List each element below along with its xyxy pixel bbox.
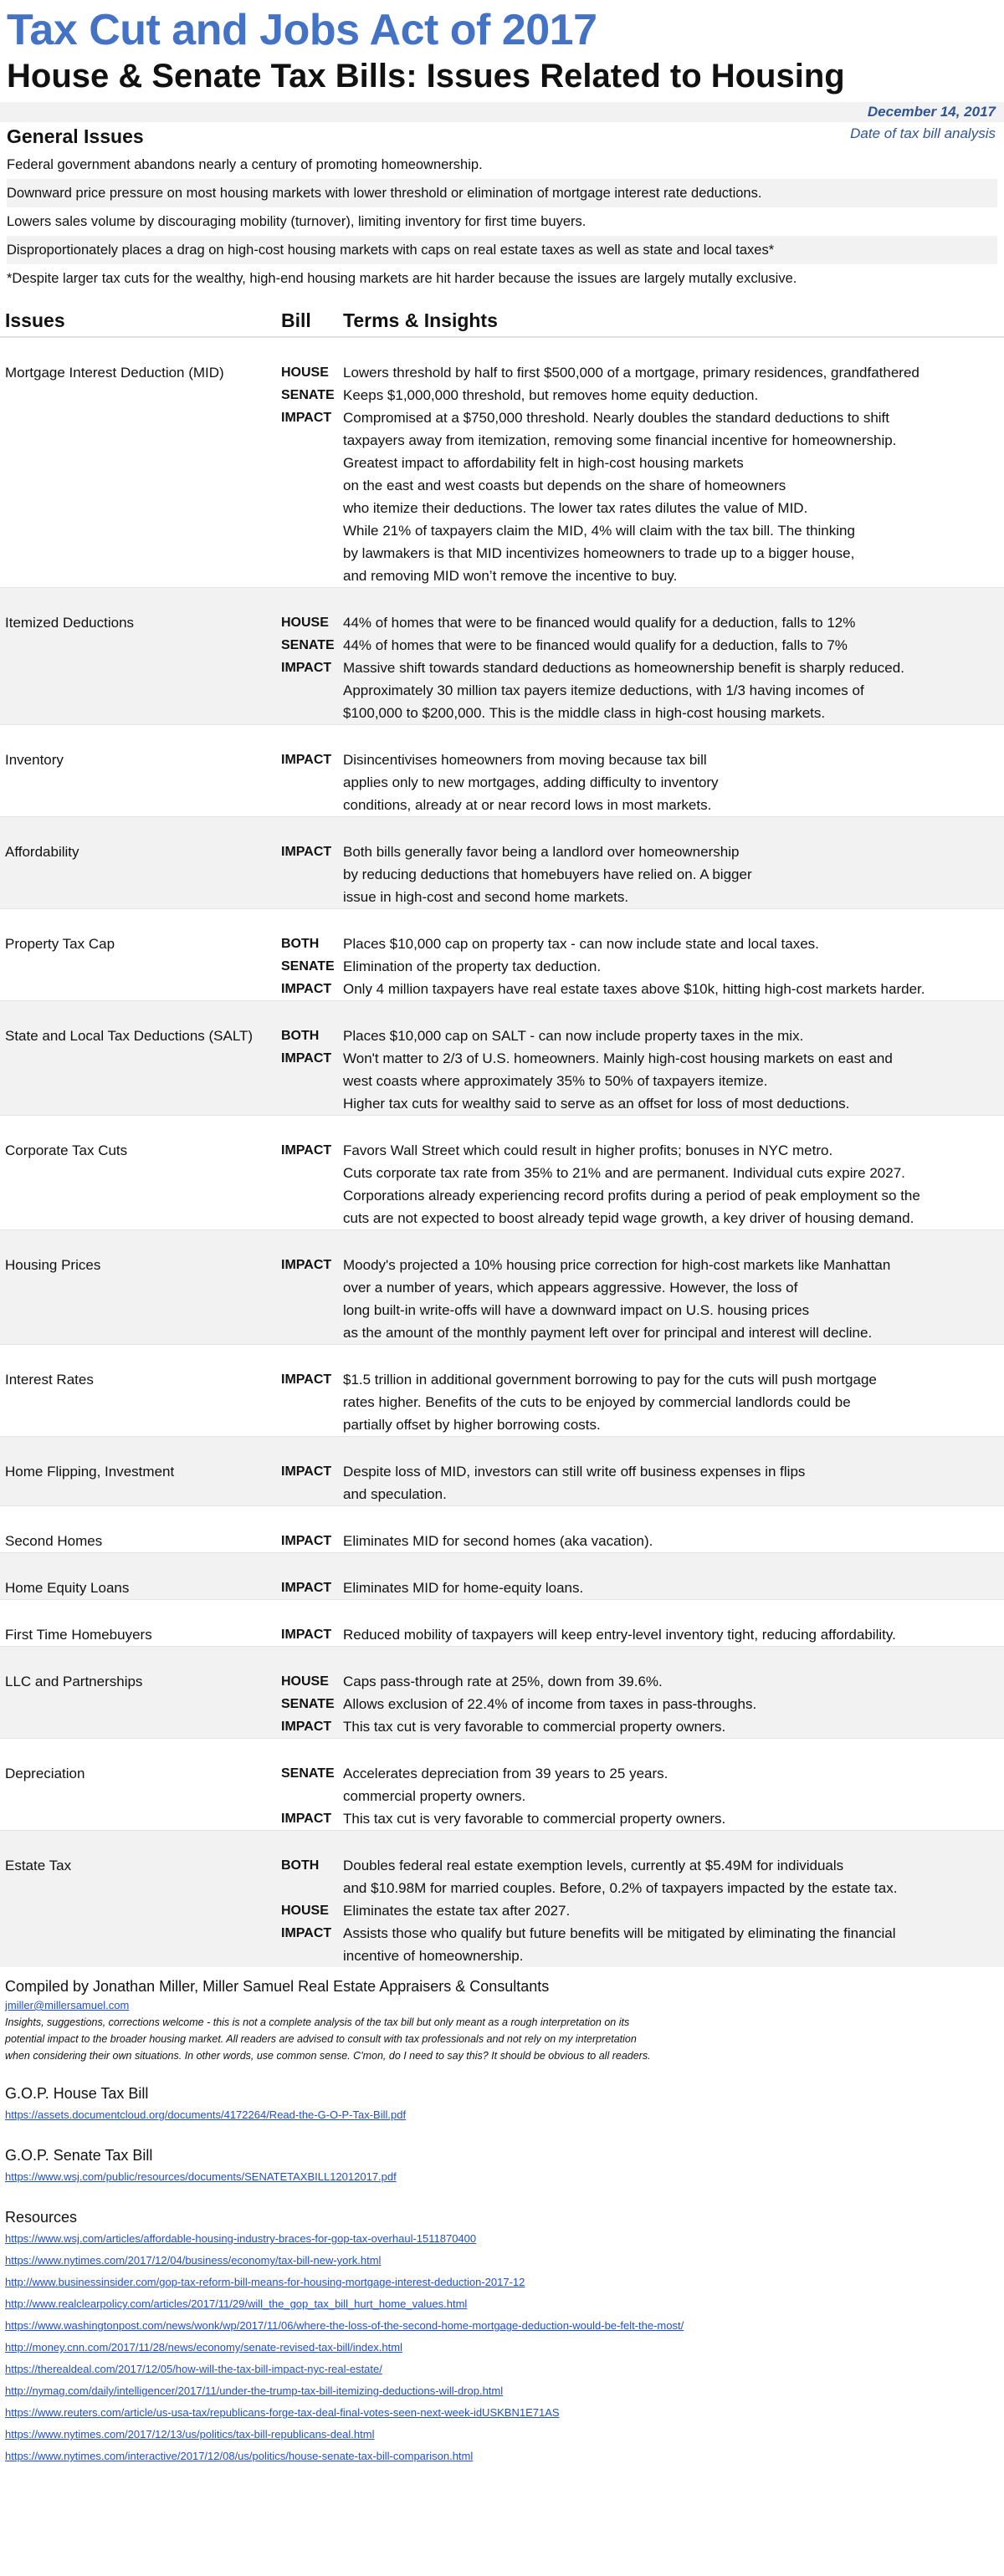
issue-row (0, 1577, 1004, 1599)
issue-row (0, 1715, 1004, 1738)
issue-name (0, 1413, 281, 1436)
bill-label (281, 771, 343, 794)
issue-name (0, 1184, 281, 1207)
terms-text: conditions, already at or near record lows in most markets. (343, 797, 712, 813)
issue-spacer (0, 338, 1004, 361)
issue-name: First Time Homebuyers (5, 1627, 152, 1643)
issue-block (0, 816, 1004, 908)
issue-row (0, 497, 1004, 519)
issue-spacer (0, 1230, 1004, 1254)
terms-text: Won't matter to 2/3 of U.S. homeowners. Mainly high-cost housing markets on east and (343, 1050, 893, 1066)
terms-text: Both bills generally favor being a landlord over homeownership (343, 844, 740, 860)
senate-bill-title: G.O.P. Senate Tax Bill (5, 2147, 153, 2164)
terms-text: and removing MID won’t remove the incentive to buy. (343, 568, 678, 584)
issue-name (0, 452, 281, 474)
column-bill: Bill (281, 309, 311, 331)
terms-text: Elimination of the property tax deduction. (343, 958, 602, 974)
issue-name (0, 771, 281, 794)
issue-name (0, 1047, 281, 1070)
general-issue-line: Disproportionately places a drag on high-cost housing markets with caps on real estate taxes as well as state and local taxes* (7, 236, 997, 264)
issue-name (0, 679, 281, 702)
issue-row (0, 1162, 1004, 1184)
issue-name (0, 702, 281, 724)
issue-spacer (0, 1739, 1004, 1762)
bill-label (281, 1276, 343, 1299)
issue-name (0, 1807, 281, 1830)
issue-name (0, 886, 281, 908)
bill-label (281, 474, 343, 497)
issue-spacer (0, 1831, 1004, 1854)
issue-block (0, 1436, 1004, 1505)
bill-label: IMPACT (281, 661, 332, 675)
issue-row (0, 886, 1004, 908)
issue-spacer (0, 725, 1004, 749)
terms-text: incentive of homeownership. (343, 1948, 524, 1964)
issue-row (0, 1460, 1004, 1483)
bill-label (281, 679, 343, 702)
issue-name (0, 1715, 281, 1738)
resource-link[interactable]: http://money.cnn.com/2017/11/28/news/economy/senate-revised-tax-bill/index.html (5, 2341, 402, 2354)
bill-label: SENATE (281, 959, 335, 974)
issue-row (0, 361, 1004, 384)
disclaimer-line: when considering their own situations. In other words, use common sense. C'mon, do I need to say this? It should be obvious to all readers. (5, 2050, 651, 2062)
issue-row (0, 1899, 1004, 1922)
issue-name (0, 384, 281, 406)
resource-link[interactable]: https://www.nytimes.com/2017/12/04/business/economy/tax-bill-new-york.html (5, 2254, 382, 2267)
disclaimer-line: potential impact to the broader housing market. All readers are advised to consult with tax professionals and not rely on my interpretation (5, 2033, 637, 2045)
issue-name (0, 497, 281, 519)
issue-spacer (0, 1345, 1004, 1368)
bill-label: HOUSE (281, 1904, 329, 1918)
issue-row (0, 1854, 1004, 1877)
issue-spacer (0, 909, 1004, 933)
issue-name (0, 1207, 281, 1229)
issue-name (0, 1693, 281, 1715)
terms-text: Eliminates the estate tax after 2027. (343, 1903, 571, 1919)
issue-row (0, 1877, 1004, 1899)
issue-row (0, 1070, 1004, 1092)
terms-text: who itemize their deductions. The lower tax rates dilutes the value of MID. (343, 500, 808, 516)
resource-link[interactable]: https://www.wsj.com/articles/affordable-housing-industry-braces-for-gop-tax-overhaul-1511870400 (5, 2232, 477, 2245)
issue-name: Home Equity Loans (5, 1580, 130, 1596)
terms-text: Cuts corporate tax rate from 35% to 21% and are permanent. Individual cuts expire 2027. (343, 1165, 905, 1181)
issue-row (0, 474, 1004, 497)
bill-label (281, 1184, 343, 1207)
bill-label (281, 542, 343, 565)
issue-row (0, 1623, 1004, 1646)
issue-row (0, 429, 1004, 452)
bill-label (281, 1785, 343, 1807)
general-issue-line: *Despite larger tax cuts for the wealthy, high-end housing markets are hit harder because the issues are largely mutally exclusive. (7, 271, 797, 286)
bill-label (281, 1092, 343, 1115)
bill-label: IMPACT (281, 1581, 332, 1595)
bill-label (281, 452, 343, 474)
issue-row (0, 1092, 1004, 1115)
issue-row (0, 771, 1004, 794)
terms-text: by reducing deductions that homebuyers have relied on. A bigger (343, 866, 752, 882)
issue-row (0, 1693, 1004, 1715)
issue-spacer (0, 817, 1004, 841)
terms-text: 44% of homes that were to be financed would qualify for a deduction, falls to 7% (343, 637, 848, 653)
general-issues-title: General Issues (7, 125, 144, 147)
issue-block (0, 1738, 1004, 1830)
issue-name (0, 1922, 281, 1945)
issue-spacer (0, 1116, 1004, 1139)
issue-name: Housing Prices (5, 1257, 101, 1273)
issue-name: Interest Rates (5, 1372, 94, 1388)
issue-name: Corporate Tax Cuts (5, 1142, 128, 1158)
bill-label (281, 565, 343, 587)
issue-row (0, 406, 1004, 429)
terms-text: Compromised at a $750,000 threshold. Nearly doubles the standard deductions to shift (343, 410, 890, 426)
issue-block (0, 1599, 1004, 1646)
terms-text: Greatest impact to affordability felt in high-cost housing markets (343, 455, 744, 471)
bill-label: SENATE (281, 1697, 335, 1711)
footer (0, 1967, 1004, 2467)
issue-name (0, 519, 281, 542)
issue-spacer (0, 1437, 1004, 1460)
resource-link[interactable]: https://www.washingtonpost.com/news/wonk/wp/2017/11/06/where-the-loss-of-the-second-home-mortgage-deduction-would-be-felt-the-most/ (5, 2319, 684, 2332)
bill-label: IMPACT (281, 982, 332, 996)
issue-row (0, 1299, 1004, 1321)
bill-label: IMPACT (281, 1926, 332, 1940)
bill-label (281, 497, 343, 519)
issue-name: State and Local Tax Deductions (SALT) (5, 1028, 254, 1044)
bill-label: IMPACT (281, 1812, 332, 1826)
issue-row (0, 978, 1004, 1000)
terms-text: and speculation. (343, 1486, 447, 1502)
bill-label: IMPACT (281, 1628, 332, 1642)
terms-text: commercial property owners. (343, 1788, 526, 1804)
issue-row (0, 565, 1004, 587)
issue-name: Property Tax Cap (5, 936, 115, 952)
issue-name (0, 1299, 281, 1321)
issue-row (0, 1945, 1004, 1967)
house-bill-title: G.O.P. House Tax Bill (5, 2085, 149, 2102)
issue-spacer (0, 1553, 1004, 1577)
bill-label (281, 1070, 343, 1092)
issue-row (0, 452, 1004, 474)
author-email-link[interactable]: jmiller@millersamuel.com (5, 1999, 130, 2011)
issue-row (0, 657, 1004, 679)
terms-text: cuts are not expected to boost already tepid wage growth, a key driver of housing demand. (343, 1210, 914, 1226)
issue-row (0, 1276, 1004, 1299)
issue-spacer (0, 588, 1004, 611)
issue-name (0, 1877, 281, 1899)
date-row (0, 102, 1004, 122)
issue-row (0, 1807, 1004, 1830)
issue-name (0, 1945, 281, 1967)
bill-label (281, 794, 343, 816)
bill-label (281, 519, 343, 542)
resources-title: Resources (5, 2209, 78, 2226)
issue-row (0, 1483, 1004, 1505)
issue-block (0, 724, 1004, 816)
page-title: Tax Cut and Jobs Act of 2017 (7, 6, 597, 54)
issue-name (0, 474, 281, 497)
issue-name (0, 794, 281, 816)
issue-row (0, 1254, 1004, 1276)
issue-block (0, 1000, 1004, 1115)
bill-label: SENATE (281, 1766, 335, 1781)
resource-link[interactable]: http://www.realclearpolicy.com/articles/2017/11/29/will_the_gop_tax_bill_hurt_home_values.html (5, 2297, 468, 2310)
issue-row (0, 1321, 1004, 1344)
terms-text: This tax cut is very favorable to commercial property owners. (343, 1719, 726, 1735)
issue-block (0, 337, 1004, 587)
issue-name: Itemized Deductions (5, 615, 135, 631)
issue-row (0, 542, 1004, 565)
general-issues (0, 122, 1004, 293)
general-issue-line: Federal government abandons nearly a century of promoting homeownership. (7, 157, 483, 172)
terms-text: This tax cut is very favorable to commercial property owners. (343, 1811, 726, 1827)
bill-label (281, 886, 343, 908)
issue-name (0, 1483, 281, 1505)
issue-row (0, 1413, 1004, 1436)
terms-text: taxpayers away from itemization, removing some financial incentive for homeownership. (343, 432, 897, 448)
issue-row (0, 841, 1004, 863)
terms-text: Despite loss of MID, investors can still write off business expenses in flips (343, 1464, 806, 1480)
senate-bill-link[interactable]: https://www.wsj.com/public/resources/documents/SENATETAXBILL12012017.pdf (5, 2170, 397, 2183)
bill-label (281, 702, 343, 724)
issue-name (0, 429, 281, 452)
issue-block (0, 1505, 1004, 1552)
terms-text: Only 4 million taxpayers have real estate taxes above $10k, hitting high-cost markets harder. (343, 981, 925, 997)
issue-row (0, 1391, 1004, 1413)
bill-label (281, 1413, 343, 1436)
bill-label: BOTH (281, 937, 320, 951)
issue-row (0, 679, 1004, 702)
bill-label: IMPACT (281, 1143, 332, 1158)
terms-text: partially offset by higher borrowing costs. (343, 1417, 601, 1433)
issue-block (0, 1830, 1004, 1967)
issue-block (0, 587, 1004, 724)
issue-block (0, 1115, 1004, 1229)
terms-text: Massive shift towards standard deductions as homeownership benefit is sharply reduced. (343, 660, 904, 676)
bill-label: IMPACT (281, 753, 332, 767)
issue-row (0, 611, 1004, 634)
bill-label (281, 429, 343, 452)
terms-text: Places $10,000 cap on SALT - can now include property taxes in the mix. (343, 1028, 804, 1044)
issue-row (0, 1368, 1004, 1391)
issue-row (0, 1530, 1004, 1552)
issue-name: Affordability (5, 844, 79, 860)
terms-text: Eliminates MID for second homes (aka vacation). (343, 1533, 653, 1549)
bill-label (281, 1207, 343, 1229)
terms-text: west coasts where approximately 35% to 50% of taxpayers itemize. (343, 1073, 768, 1089)
issue-name (0, 406, 281, 429)
issue-spacer (0, 1600, 1004, 1623)
terms-text: Places $10,000 cap on property tax - can now include state and local taxes. (343, 936, 819, 952)
bill-label (281, 1945, 343, 1967)
analysis-date: December 14, 2017 (867, 104, 996, 120)
issue-row (0, 1670, 1004, 1693)
bill-label (281, 1391, 343, 1413)
bill-label: IMPACT (281, 1258, 332, 1272)
issue-name (0, 1092, 281, 1115)
terms-text: Caps pass-through rate at 25%, down from 39.6%. (343, 1674, 663, 1689)
issue-name (0, 1321, 281, 1344)
issue-name (0, 978, 281, 1000)
resource-link[interactable]: https://www.nytimes.com/2017/12/13/us/politics/tax-bill-republicans-deal.html (5, 2428, 375, 2441)
terms-text: Allows exclusion of 22.4% of income from taxes in pass-throughs. (343, 1696, 757, 1712)
terms-text: issue in high-cost and second home markets. (343, 889, 629, 905)
issue-row (0, 1047, 1004, 1070)
bill-label: SENATE (281, 638, 335, 652)
house-bill-link[interactable]: https://assets.documentcloud.org/documents/4172264/Read-the-G-O-P-Tax-Bill.pdf (5, 2108, 407, 2121)
issue-row (0, 1207, 1004, 1229)
terms-text: Approximately 30 million tax payers itemize deductions, with 1/3 having incomes of (343, 682, 864, 698)
bill-label (281, 1483, 343, 1505)
page-subtitle: House & Senate Tax Bills: Issues Related to Housing (7, 58, 845, 95)
bill-label: IMPACT (281, 1051, 332, 1066)
issue-name (0, 863, 281, 886)
issue-name (0, 955, 281, 978)
issue-spacer (0, 1506, 1004, 1530)
issues-table (0, 337, 1004, 1967)
issue-row (0, 634, 1004, 657)
issue-name (0, 565, 281, 587)
terms-text: Lowers threshold by half to first $500,000 of a mortgage, primary residences, grandfathered (343, 365, 919, 381)
terms-text: on the east and west coasts but depends on the share of homeowners (343, 478, 786, 493)
issue-block (0, 1229, 1004, 1344)
issue-name (0, 1391, 281, 1413)
issue-row (0, 1184, 1004, 1207)
issue-row (0, 794, 1004, 816)
bill-label (281, 1299, 343, 1321)
bill-label: IMPACT (281, 1720, 332, 1734)
resource-link[interactable]: https://www.nytimes.com/interactive/2017/12/08/us/politics/house-senate-tax-bill-comparison.html (5, 2450, 474, 2462)
issue-name (0, 1785, 281, 1807)
issue-row (0, 1785, 1004, 1807)
issue-name: Home Flipping, Investment (5, 1464, 175, 1480)
date-note: Date of tax bill analysis (850, 125, 996, 141)
issue-row (0, 1139, 1004, 1162)
terms-text: as the amount of the monthly payment left over for principal and interest will decline. (343, 1325, 873, 1341)
issue-row (0, 749, 1004, 771)
disclaimer-line: Insights, suggestions, corrections welcome - this is not a complete analysis of the tax bill but only meant as a rough interpretation on its (5, 2016, 630, 2028)
general-issue-line: Downward price pressure on most housing markets with lower threshold or elimination of mortgage interest rate deductions. (7, 179, 997, 207)
terms-text: over a number of years, which appears aggressive. However, the loss of (343, 1280, 798, 1296)
resource-link[interactable]: https://therealdeal.com/2017/12/05/how-will-the-tax-bill-impact-nyc-real-estate/ (5, 2363, 382, 2375)
issue-spacer (0, 1647, 1004, 1670)
issue-name: LLC and Partnerships (5, 1674, 143, 1689)
bill-label (281, 1162, 343, 1184)
issue-block (0, 908, 1004, 1000)
issue-spacer (0, 1001, 1004, 1025)
terms-text: long built-in write-offs will have a downward impact on U.S. housing prices (343, 1302, 810, 1318)
issue-block (0, 1344, 1004, 1436)
terms-text: Moody's projected a 10% housing price correction for high-cost markets like Manhattan (343, 1257, 891, 1273)
bill-label: BOTH (281, 1858, 320, 1873)
issue-row (0, 384, 1004, 406)
terms-text: Favors Wall Street which could result in higher profits; bonuses in NYC metro. (343, 1142, 833, 1158)
issue-row (0, 933, 1004, 955)
terms-text: Doubles federal real estate exemption levels, currently at $5.49M for individuals (343, 1858, 844, 1873)
terms-text: and $10.98M for married couples. Before, 0.2% of taxpayers impacted by the estate tax. (343, 1880, 898, 1896)
terms-text: $1.5 trillion in additional government borrowing to pay for the cuts will push mortgage (343, 1372, 877, 1388)
terms-text: Corporations already experiencing record profits during a period of peak employment so the (343, 1188, 920, 1204)
bill-label (281, 1321, 343, 1344)
issue-name (0, 1899, 281, 1922)
terms-text: Accelerates depreciation from 39 years to 25 years. (343, 1766, 668, 1781)
issue-name: Estate Tax (5, 1858, 72, 1873)
issue-name: Depreciation (5, 1766, 85, 1781)
issue-name: Inventory (5, 752, 64, 768)
bill-label: HOUSE (281, 616, 329, 630)
column-terms: Terms & Insights (343, 309, 498, 331)
bill-label (281, 863, 343, 886)
issue-name (0, 1276, 281, 1299)
general-issue-line: Lowers sales volume by discouraging mobility (turnover), limiting inventory for first time buyers. (7, 214, 587, 229)
bill-label: SENATE (281, 388, 335, 402)
terms-text: Disincentivises homeowners from moving because tax bill (343, 752, 707, 768)
compiled-by: Compiled by Jonathan Miller, Miller Samuel Real Estate Appraisers & Consultants (5, 1978, 550, 1995)
terms-text: rates higher. Benefits of the cuts to be enjoyed by commercial landlords could be (343, 1394, 851, 1410)
terms-text: 44% of homes that were to be financed would qualify for a deduction, falls to 12% (343, 615, 856, 631)
issue-row (0, 702, 1004, 724)
terms-text: Eliminates MID for home-equity loans. (343, 1580, 584, 1596)
terms-text: Higher tax cuts for wealthy said to serve as an offset for loss of most deductions. (343, 1096, 850, 1112)
bill-label: IMPACT (281, 1534, 332, 1548)
issue-name (0, 657, 281, 679)
bill-label: HOUSE (281, 365, 329, 380)
issue-name (0, 1070, 281, 1092)
terms-text: applies only to new mortgages, adding difficulty to inventory (343, 774, 719, 790)
disclaimer (5, 2014, 791, 2064)
issue-row (0, 863, 1004, 886)
bill-label: IMPACT (281, 1464, 332, 1479)
terms-text: While 21% of taxpayers claim the MID, 4% will claim with the tax bill. The thinking (343, 523, 855, 539)
issue-row (0, 955, 1004, 978)
issue-row (0, 1025, 1004, 1047)
resource-link[interactable]: https://www.reuters.com/article/us-usa-tax/republicans-forge-tax-deal-final-votes-seen-next-week-idUSKBN1E71AS (5, 2406, 560, 2419)
issue-name: Mortgage Interest Deduction (MID) (5, 365, 224, 381)
terms-text: $100,000 to $200,000. This is the middle class in high-cost housing markets. (343, 705, 826, 721)
issue-name: Second Homes (5, 1533, 103, 1549)
bill-label: HOUSE (281, 1674, 329, 1689)
general-issues-lines (7, 151, 997, 293)
issue-row (0, 1762, 1004, 1785)
issue-row (0, 519, 1004, 542)
resource-link[interactable]: http://nymag.com/daily/intelligencer/2017/11/under-the-trump-tax-bill-itemizing-deductions-will-drop.html (5, 2384, 504, 2397)
column-issues: Issues (5, 309, 65, 331)
terms-text: Assists those who qualify but future benefits will be mitigated by eliminating the financial (343, 1925, 896, 1941)
bill-label: BOTH (281, 1029, 320, 1043)
bill-label: IMPACT (281, 411, 332, 425)
bill-label (281, 1877, 343, 1899)
terms-text: by lawmakers is that MID incentivizes homeowners to trade up to a bigger house, (343, 545, 855, 561)
header (0, 0, 1004, 102)
table-header (0, 304, 1004, 337)
terms-text: Reduced mobility of taxpayers will keep entry-level inventory tight, reducing affordability. (343, 1627, 896, 1643)
bill-label: IMPACT (281, 1372, 332, 1387)
issue-row (0, 1922, 1004, 1945)
resource-link[interactable]: http://www.businessinsider.com/gop-tax-reform-bill-means-for-housing-mortgage-interest-deduction-2017-12 (5, 2276, 525, 2288)
terms-text: Keeps $1,000,000 threshold, but removes home equity deduction. (343, 387, 759, 403)
issue-name (0, 634, 281, 657)
issue-block (0, 1552, 1004, 1599)
issue-name (0, 1162, 281, 1184)
issue-name (0, 542, 281, 565)
resources-list (5, 2228, 999, 2467)
issue-block (0, 1646, 1004, 1738)
bill-label: IMPACT (281, 845, 332, 859)
